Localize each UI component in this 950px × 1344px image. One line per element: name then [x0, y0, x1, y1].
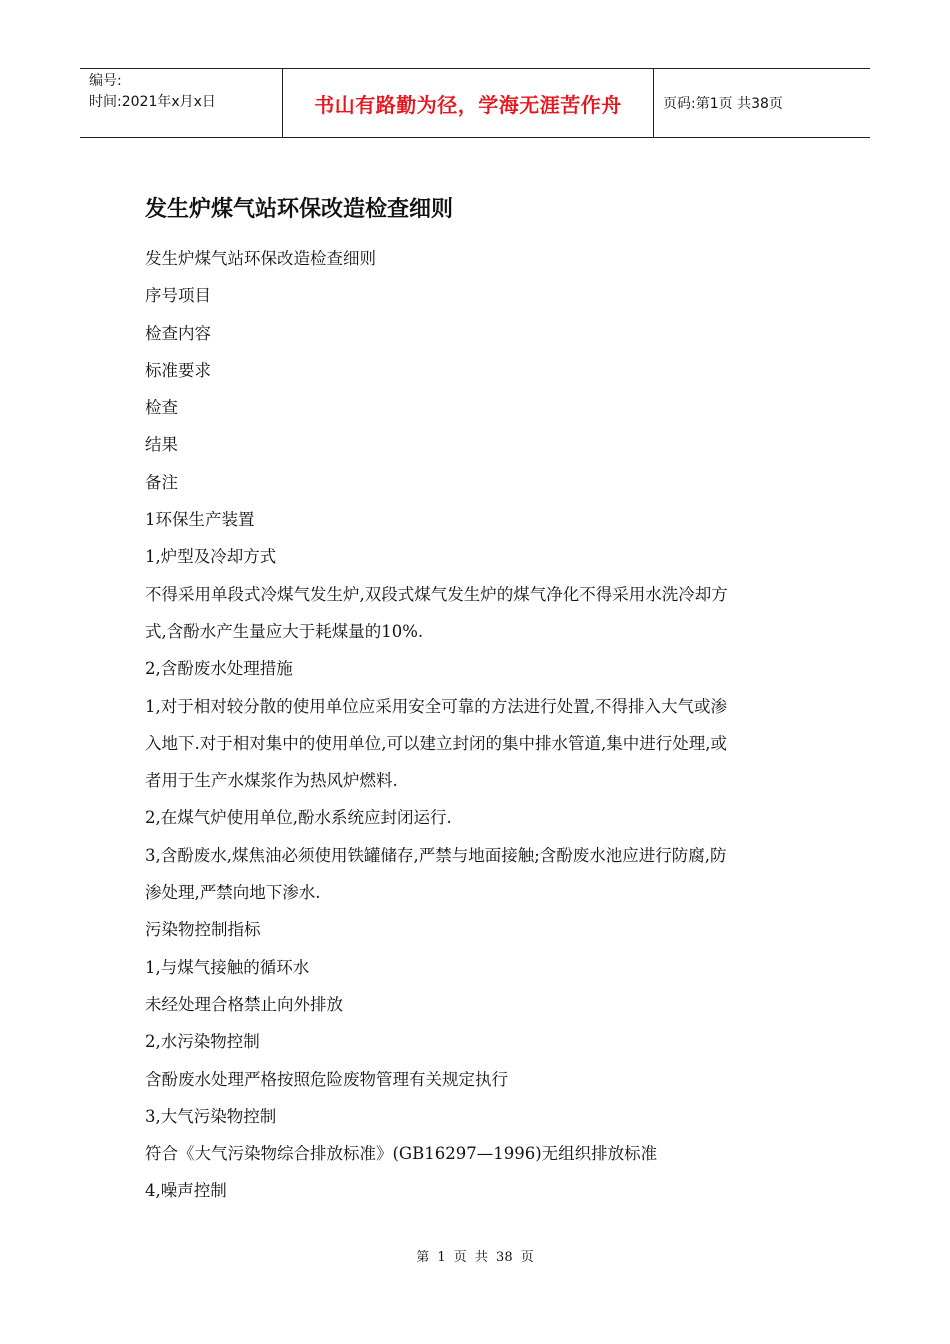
body-line: 2,水污染物控制 [145, 1032, 260, 1052]
body-line: 1环保生产装置 [145, 510, 255, 530]
body-line: 结果 [145, 435, 178, 455]
body-line: 3,大气污染物控制 [145, 1106, 277, 1126]
body-line: 2,在煤气炉使用单位,酚水系统应封闭运行. [145, 808, 452, 828]
body-line: 含酚废水处理严格按照危险废物管理有关规定执行 [145, 1069, 508, 1089]
header-page-info: 页码:第1页 共38页 [663, 96, 783, 112]
body-line: 1,炉型及冷却方式 [145, 547, 277, 567]
document-time-label: 时间:2021年x月x日 [89, 94, 216, 110]
body-line: 污染物控制指标 [145, 920, 261, 940]
body-line: 1,与煤气接触的循环水 [145, 957, 310, 977]
body-line: 者用于生产水煤浆作为热风炉燃料. [145, 771, 398, 791]
page-header [80, 68, 870, 138]
body-line: 入地下.对于相对集中的使用单位,可以建立封闭的集中排水管道,集中进行处理,或 [145, 733, 727, 753]
body-line: 2,含酚废水处理措施 [145, 659, 293, 679]
body-line: 未经处理合格禁止向外排放 [145, 994, 343, 1014]
body-line: 1,对于相对较分散的使用单位应采用安全可靠的方法进行处置,不得排入大气或渗 [145, 696, 727, 716]
body-line: 序号项目 [145, 286, 211, 306]
body-line: 3,含酚废水,煤焦油必须使用铁罐储存,严禁与地面接触;含酚废水池应进行防腐,防 [145, 845, 727, 865]
document-body [145, 240, 810, 1210]
header-meta [80, 69, 282, 137]
body-line: 式,含酚水产生量应大于耗煤量的10%. [145, 621, 424, 641]
body-line: 检查 [145, 398, 178, 418]
body-line: 检查内容 [145, 323, 211, 343]
body-line: 4,噪声控制 [145, 1181, 227, 1201]
body-line: 渗处理,严禁向地下渗水. [145, 883, 321, 903]
document-number-label: 编号: [89, 73, 122, 89]
body-line: 备注 [145, 472, 178, 492]
body-line: 符合《大气污染物综合排放标准》(GB16297—1996)无组织排放标准 [145, 1144, 658, 1164]
header-motto-cell [282, 69, 654, 137]
body-line: 标准要求 [145, 360, 211, 380]
page-footer: 第 1 页 共 38 页 [416, 1250, 534, 1265]
header-page-info-cell [654, 69, 870, 137]
header-motto: 书山有路勤为径，学海无涯苦作舟 [314, 92, 622, 117]
body-line: 发生炉煤气站环保改造检查细则 [145, 249, 376, 268]
body-line: 不得采用单段式冷煤气发生炉,双段式煤气发生炉的煤气净化不得采用水洗冷却方 [145, 584, 728, 604]
document-title: 发生炉煤气站环保改造检查细则 [145, 197, 454, 222]
